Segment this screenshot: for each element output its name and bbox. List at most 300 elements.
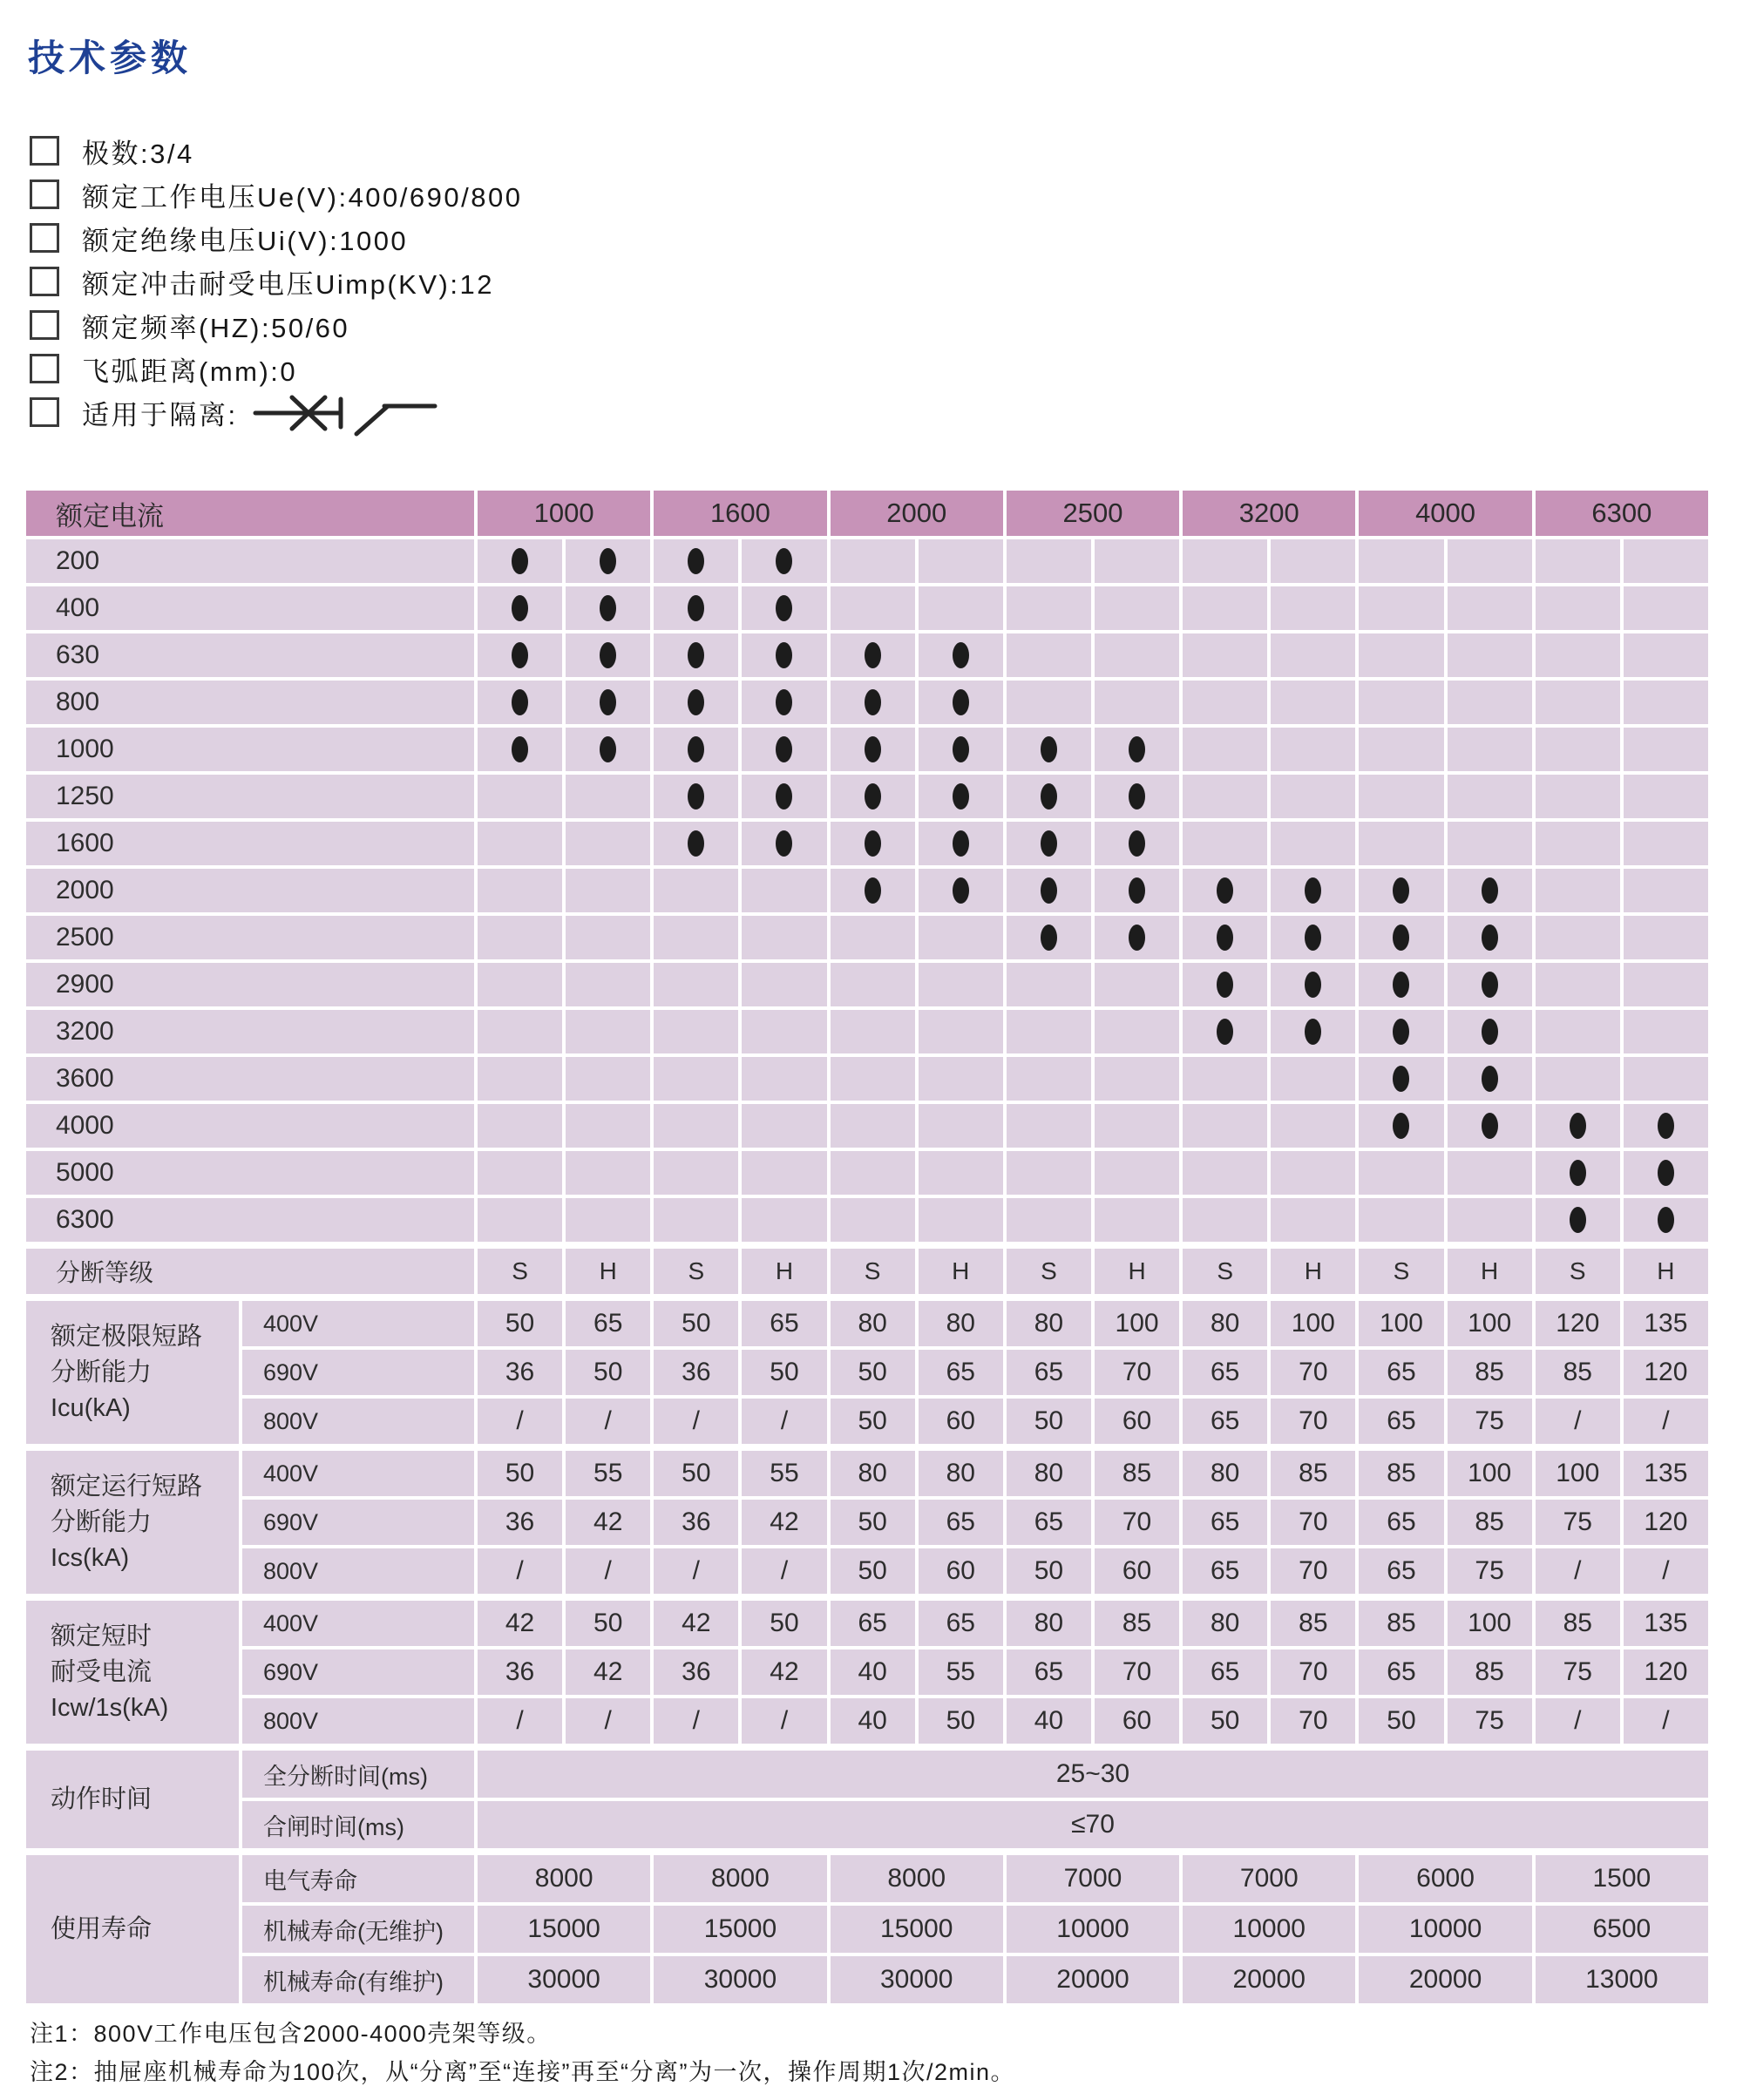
availability-cell xyxy=(566,586,650,630)
spec-bullet-list xyxy=(30,129,522,434)
current-row-label: 6300 xyxy=(26,1198,474,1242)
value-cell: 65 xyxy=(1359,1350,1443,1395)
availability-cell xyxy=(1448,539,1532,583)
value-cell: / xyxy=(478,1548,562,1594)
frame-size-header-cell: 1000 xyxy=(478,491,650,536)
value-cell: 100 xyxy=(1448,1301,1532,1346)
availability-cell xyxy=(1271,963,1355,1006)
availability-cell xyxy=(742,1010,826,1053)
availability-cell xyxy=(1007,963,1091,1006)
availability-cell xyxy=(654,775,738,818)
value-cell: 75 xyxy=(1536,1500,1620,1545)
grade-cell: S xyxy=(1536,1249,1620,1294)
value-cell: 65 xyxy=(919,1601,1003,1646)
value-cell: 36 xyxy=(478,1350,562,1395)
value-cell: 80 xyxy=(1007,1451,1091,1496)
value-cell: 60 xyxy=(919,1399,1003,1444)
value-cell: 50 xyxy=(478,1301,562,1346)
section-label-line: 额定运行短路 xyxy=(51,1472,203,1500)
section-row xyxy=(242,1751,1708,1798)
availability-cell xyxy=(566,822,650,865)
availability-cell xyxy=(478,1010,562,1053)
availability-cell xyxy=(1007,822,1091,865)
availability-dot xyxy=(1305,1019,1321,1045)
availability-cell xyxy=(1007,633,1091,677)
life-value-cell: 20000 xyxy=(1183,1956,1355,2003)
value-cell: 40 xyxy=(831,1698,915,1744)
life-value-cell: 20000 xyxy=(1359,1956,1531,2003)
availability-dot xyxy=(1305,925,1321,951)
availability-cell xyxy=(1007,775,1091,818)
grade-cell: S xyxy=(831,1249,915,1294)
availability-cell xyxy=(831,916,915,959)
spec-bullet-label: 飞弧距离(mm):0 xyxy=(82,356,298,387)
current-row-label: 4000 xyxy=(26,1104,474,1148)
availability-cell xyxy=(1183,681,1267,724)
availability-dot xyxy=(1658,1207,1674,1233)
availability-dot xyxy=(865,830,881,857)
availability-cell xyxy=(478,822,562,865)
section-rows xyxy=(242,1301,1708,1444)
current-row xyxy=(26,539,1708,583)
availability-dot xyxy=(953,877,969,904)
value-cell: 85 xyxy=(1271,1601,1355,1646)
availability-dot xyxy=(776,736,792,762)
spec-bullet xyxy=(30,260,522,303)
life-value-cell: 15000 xyxy=(831,1906,1003,1953)
life-value-cell: 30000 xyxy=(478,1956,650,2003)
value-cell: 85 xyxy=(1359,1601,1443,1646)
value-cell: 85 xyxy=(1359,1451,1443,1496)
availability-cell xyxy=(831,586,915,630)
availability-cell xyxy=(742,1104,826,1148)
availability-dot xyxy=(776,830,792,857)
availability-cell xyxy=(566,539,650,583)
value-cell: 65 xyxy=(1359,1548,1443,1594)
frame-size-header-cell: 2500 xyxy=(1007,491,1179,536)
section-row xyxy=(242,1650,1708,1695)
current-row xyxy=(26,1151,1708,1195)
availability-cell xyxy=(654,1010,738,1053)
value-cell: 75 xyxy=(1448,1548,1532,1594)
note-line: 注1：800V工作电压包含2000-4000壳架等级。 xyxy=(30,2021,552,2047)
value-cell: 70 xyxy=(1271,1548,1355,1594)
availability-cell xyxy=(919,822,1003,865)
value-cell: 100 xyxy=(1359,1301,1443,1346)
availability-cell xyxy=(1183,1104,1267,1148)
availability-cell xyxy=(1271,728,1355,771)
section-label-line: Ics(kA) xyxy=(51,1543,130,1572)
value-cell: / xyxy=(654,1698,738,1744)
frame-size-header-cell: 4000 xyxy=(1359,491,1531,536)
value-cell: 85 xyxy=(1448,1350,1532,1395)
life-value-cell: 7000 xyxy=(1183,1855,1355,1902)
availability-cell xyxy=(919,963,1003,1006)
availability-cell xyxy=(1007,1010,1091,1053)
value-cell: / xyxy=(1536,1698,1620,1744)
availability-dot xyxy=(600,689,616,715)
value-cell: 42 xyxy=(742,1650,826,1695)
availability-cell xyxy=(831,963,915,1006)
availability-cell xyxy=(1271,869,1355,912)
availability-dot xyxy=(1217,925,1233,951)
value-cell: 100 xyxy=(1095,1301,1179,1346)
value-cell: 65 xyxy=(1007,1350,1091,1395)
section-row xyxy=(242,1698,1708,1744)
availability-dot xyxy=(1482,972,1498,998)
value-cell: 70 xyxy=(1271,1650,1355,1695)
availability-cell xyxy=(1271,1104,1355,1148)
availability-cell xyxy=(1536,728,1620,771)
availability-cell xyxy=(478,681,562,724)
sub-row-label: 电气寿命 xyxy=(242,1855,474,1902)
availability-cell xyxy=(566,1010,650,1053)
value-cell: / xyxy=(742,1399,826,1444)
availability-cell xyxy=(742,963,826,1006)
availability-dot xyxy=(1393,1066,1409,1092)
availability-dot xyxy=(600,642,616,668)
value-cell: 50 xyxy=(566,1350,650,1395)
value-cell: 70 xyxy=(1271,1500,1355,1545)
availability-cell xyxy=(478,1151,562,1195)
spec-bullet-label: 极数:3/4 xyxy=(82,138,194,169)
section-label-line: 动作时间 xyxy=(51,1785,153,1813)
section-row xyxy=(242,1451,1708,1496)
availability-cell xyxy=(1448,633,1532,677)
availability-cell xyxy=(654,822,738,865)
availability-cell xyxy=(654,1198,738,1242)
availability-cell xyxy=(1624,586,1708,630)
value-cell: 80 xyxy=(831,1301,915,1346)
value-cell: 70 xyxy=(1095,1650,1179,1695)
value-cell: 50 xyxy=(566,1601,650,1646)
frame-size-header-cell: 1600 xyxy=(654,491,826,536)
availability-cell xyxy=(1271,539,1355,583)
current-row-label: 200 xyxy=(26,539,474,583)
current-row xyxy=(26,1104,1708,1148)
sub-row-label: 400V xyxy=(242,1601,474,1646)
availability-cell xyxy=(919,1010,1003,1053)
availability-cell xyxy=(742,681,826,724)
availability-cell xyxy=(1448,1151,1532,1195)
availability-cell xyxy=(1095,963,1179,1006)
availability-dot xyxy=(1041,925,1057,951)
availability-cell xyxy=(1183,822,1267,865)
action-time-value-cell: 25~30 xyxy=(478,1751,1708,1798)
value-cell: / xyxy=(742,1548,826,1594)
availability-cell xyxy=(1624,681,1708,724)
life-value-cell: 30000 xyxy=(831,1956,1003,2003)
value-cell: 65 xyxy=(919,1500,1003,1545)
availability-cell xyxy=(1183,916,1267,959)
availability-dot xyxy=(1393,1019,1409,1045)
value-cell: 50 xyxy=(831,1399,915,1444)
value-cell: 65 xyxy=(566,1301,650,1346)
availability-cell xyxy=(566,1198,650,1242)
grade-cell: S xyxy=(478,1249,562,1294)
availability-cell xyxy=(919,1104,1003,1148)
availability-dot xyxy=(1482,877,1498,904)
value-cell: 50 xyxy=(654,1301,738,1346)
value-cell: 50 xyxy=(1183,1698,1267,1744)
life-value-cell: 6500 xyxy=(1536,1906,1708,1953)
availability-dot xyxy=(512,689,528,715)
current-row xyxy=(26,869,1708,912)
grade-cell: S xyxy=(1359,1249,1443,1294)
availability-cell xyxy=(1448,963,1532,1006)
availability-cell xyxy=(1624,963,1708,1006)
value-cell: / xyxy=(478,1399,562,1444)
availability-cell xyxy=(1624,633,1708,677)
value-cell: 42 xyxy=(478,1601,562,1646)
section-row xyxy=(242,1855,1708,1902)
availability-cell xyxy=(831,1198,915,1242)
availability-cell xyxy=(1183,1010,1267,1053)
availability-dot xyxy=(600,548,616,574)
availability-cell xyxy=(566,1057,650,1101)
service-life-section xyxy=(26,1855,1708,2003)
availability-cell xyxy=(1536,822,1620,865)
grade-cell: H xyxy=(1095,1249,1179,1294)
availability-cell xyxy=(831,539,915,583)
availability-cell xyxy=(1183,728,1267,771)
section-label xyxy=(26,1301,239,1444)
availability-cell xyxy=(831,728,915,771)
availability-cell xyxy=(1183,586,1267,630)
availability-cell xyxy=(919,869,1003,912)
value-cell: 80 xyxy=(1007,1301,1091,1346)
availability-cell xyxy=(1183,539,1267,583)
value-cell: 50 xyxy=(831,1500,915,1545)
note-line: 注2：抽屉座机械寿命为100次，从“分离”至“连接”再至“分离”为一次，操作周期1次/2min。 xyxy=(30,2059,1016,2085)
value-cell: / xyxy=(1624,1698,1708,1744)
value-cell: 36 xyxy=(478,1500,562,1545)
availability-cell xyxy=(478,728,562,771)
availability-cell xyxy=(1359,869,1443,912)
availability-cell xyxy=(919,1151,1003,1195)
life-value-cell: 7000 xyxy=(1007,1855,1179,1902)
value-cell: 50 xyxy=(654,1451,738,1496)
availability-cell xyxy=(1624,869,1708,912)
availability-cell xyxy=(1359,1057,1443,1101)
section-label xyxy=(26,1855,239,2003)
availability-cell xyxy=(1007,1198,1091,1242)
availability-cell xyxy=(478,1057,562,1101)
availability-dot xyxy=(1393,877,1409,904)
value-cell: 100 xyxy=(1536,1451,1620,1496)
value-cell: 40 xyxy=(1007,1698,1091,1744)
availability-cell xyxy=(1095,728,1179,771)
availability-cell xyxy=(1359,916,1443,959)
availability-cell xyxy=(566,681,650,724)
availability-cell xyxy=(1271,775,1355,818)
value-cell: 50 xyxy=(742,1350,826,1395)
availability-cell xyxy=(654,1104,738,1148)
sub-row-label: 800V xyxy=(242,1698,474,1744)
spec-bullet xyxy=(30,390,522,434)
current-row xyxy=(26,775,1708,818)
life-value-cell: 20000 xyxy=(1007,1956,1179,2003)
availability-cell xyxy=(478,539,562,583)
availability-cell xyxy=(654,633,738,677)
value-cell: 80 xyxy=(831,1451,915,1496)
value-cell: 80 xyxy=(1183,1601,1267,1646)
availability-cell xyxy=(1536,681,1620,724)
availability-cell xyxy=(1624,1151,1708,1195)
availability-dot xyxy=(1393,972,1409,998)
availability-cell xyxy=(654,1057,738,1101)
value-cell: 42 xyxy=(742,1500,826,1545)
availability-cell xyxy=(1536,1010,1620,1053)
availability-cell xyxy=(478,633,562,677)
sub-row-label: 合闸时间(ms) xyxy=(242,1801,474,1848)
availability-cell xyxy=(1448,775,1532,818)
availability-cell xyxy=(478,869,562,912)
value-cell: / xyxy=(1624,1399,1708,1444)
value-cell: 100 xyxy=(1271,1301,1355,1346)
availability-dot xyxy=(1041,783,1057,810)
availability-cell xyxy=(1271,1057,1355,1101)
availability-cell xyxy=(1624,1010,1708,1053)
section-row xyxy=(242,1906,1708,1953)
grade-cell: S xyxy=(1183,1249,1267,1294)
availability-cell xyxy=(742,633,826,677)
availability-dot xyxy=(688,783,704,810)
life-value-cell: 10000 xyxy=(1359,1906,1531,1953)
availability-cell xyxy=(478,586,562,630)
availability-cell xyxy=(1095,1104,1179,1148)
availability-cell xyxy=(1448,916,1532,959)
availability-cell xyxy=(566,1151,650,1195)
current-row xyxy=(26,681,1708,724)
section-rows xyxy=(242,1751,1708,1848)
availability-cell xyxy=(1271,681,1355,724)
grade-cell: S xyxy=(654,1249,738,1294)
availability-cell xyxy=(1095,633,1179,677)
value-cell: 42 xyxy=(566,1500,650,1545)
value-cell: 135 xyxy=(1624,1601,1708,1646)
sub-row-label: 机械寿命(有维护) xyxy=(242,1956,474,2003)
section-label xyxy=(26,1751,239,1848)
value-cell: 85 xyxy=(1448,1650,1532,1695)
ability-section xyxy=(26,1301,1708,1444)
value-cell: 65 xyxy=(1359,1399,1443,1444)
checkbox-icon xyxy=(30,267,59,296)
availability-cell xyxy=(831,633,915,677)
availability-cell xyxy=(742,869,826,912)
grade-cell: H xyxy=(1624,1249,1708,1294)
availability-cell xyxy=(919,1198,1003,1242)
life-value-cell: 30000 xyxy=(654,1956,826,2003)
availability-cell xyxy=(1359,822,1443,865)
availability-cell xyxy=(1095,822,1179,865)
availability-cell xyxy=(654,963,738,1006)
availability-dot xyxy=(1129,877,1145,904)
availability-cell xyxy=(566,633,650,677)
availability-dot xyxy=(688,736,704,762)
availability-dot xyxy=(1041,830,1057,857)
availability-dot xyxy=(1041,736,1057,762)
isolation-symbol-icon xyxy=(250,387,438,437)
section-label-line: 使用寿命 xyxy=(51,1914,153,1943)
checkbox-icon xyxy=(30,354,59,383)
section-rows xyxy=(242,1601,1708,1744)
availability-dot xyxy=(1482,1066,1498,1092)
grade-cell: S xyxy=(1007,1249,1091,1294)
availability-dot xyxy=(865,642,881,668)
availability-cell xyxy=(831,775,915,818)
availability-cell xyxy=(831,1010,915,1053)
availability-cell xyxy=(1095,681,1179,724)
value-cell: 65 xyxy=(919,1350,1003,1395)
availability-cell xyxy=(654,586,738,630)
availability-dot xyxy=(1129,783,1145,810)
availability-dot xyxy=(1393,1113,1409,1139)
sub-row-label: 800V xyxy=(242,1399,474,1444)
availability-dot xyxy=(776,783,792,810)
value-cell: 80 xyxy=(1183,1301,1267,1346)
current-row xyxy=(26,728,1708,771)
availability-cell xyxy=(919,1057,1003,1101)
sub-row-label: 690V xyxy=(242,1350,474,1395)
breaking-grade-row xyxy=(26,1249,1708,1294)
grade-cell: H xyxy=(1271,1249,1355,1294)
value-cell: 36 xyxy=(478,1650,562,1695)
value-cell: 65 xyxy=(1359,1500,1443,1545)
spec-table xyxy=(26,491,1708,2010)
availability-dot xyxy=(953,689,969,715)
availability-cell xyxy=(919,539,1003,583)
availability-cell xyxy=(1007,1104,1091,1148)
value-cell: 50 xyxy=(831,1350,915,1395)
value-cell: 60 xyxy=(1095,1548,1179,1594)
value-cell: 50 xyxy=(919,1698,1003,1744)
value-cell: 65 xyxy=(1183,1399,1267,1444)
availability-dot xyxy=(1217,972,1233,998)
availability-cell xyxy=(1536,916,1620,959)
availability-dot xyxy=(1129,925,1145,951)
value-cell: 100 xyxy=(1448,1451,1532,1496)
availability-cell xyxy=(1359,1104,1443,1148)
availability-cell xyxy=(831,1104,915,1148)
value-cell: 135 xyxy=(1624,1451,1708,1496)
spec-bullet-label: 额定冲击耐受电压Uimp(KV):12 xyxy=(82,268,494,300)
availability-cell xyxy=(1183,633,1267,677)
sub-row-label: 690V xyxy=(242,1650,474,1695)
spec-bullet xyxy=(30,347,522,390)
current-row-label: 5000 xyxy=(26,1151,474,1195)
value-cell: 65 xyxy=(1183,1350,1267,1395)
availability-cell xyxy=(1359,681,1443,724)
availability-dot xyxy=(1217,877,1233,904)
frame-size-header-cell: 3200 xyxy=(1183,491,1355,536)
value-cell: 60 xyxy=(1095,1698,1179,1744)
life-value-cell: 8000 xyxy=(478,1855,650,1902)
availability-dot xyxy=(865,689,881,715)
value-cell: 85 xyxy=(1095,1451,1179,1496)
section-label-line: 分断能力 xyxy=(51,1507,153,1536)
current-row-label: 2900 xyxy=(26,963,474,1006)
sub-row-label: 400V xyxy=(242,1301,474,1346)
availability-cell xyxy=(1007,1151,1091,1195)
availability-cell xyxy=(1007,586,1091,630)
life-value-cell: 6000 xyxy=(1359,1855,1531,1902)
availability-cell xyxy=(1624,728,1708,771)
current-row-label: 1000 xyxy=(26,728,474,771)
availability-dot xyxy=(512,548,528,574)
spec-bullet-label: 额定工作电压Ue(V):400/690/800 xyxy=(82,181,523,213)
availability-cell xyxy=(1007,1057,1091,1101)
